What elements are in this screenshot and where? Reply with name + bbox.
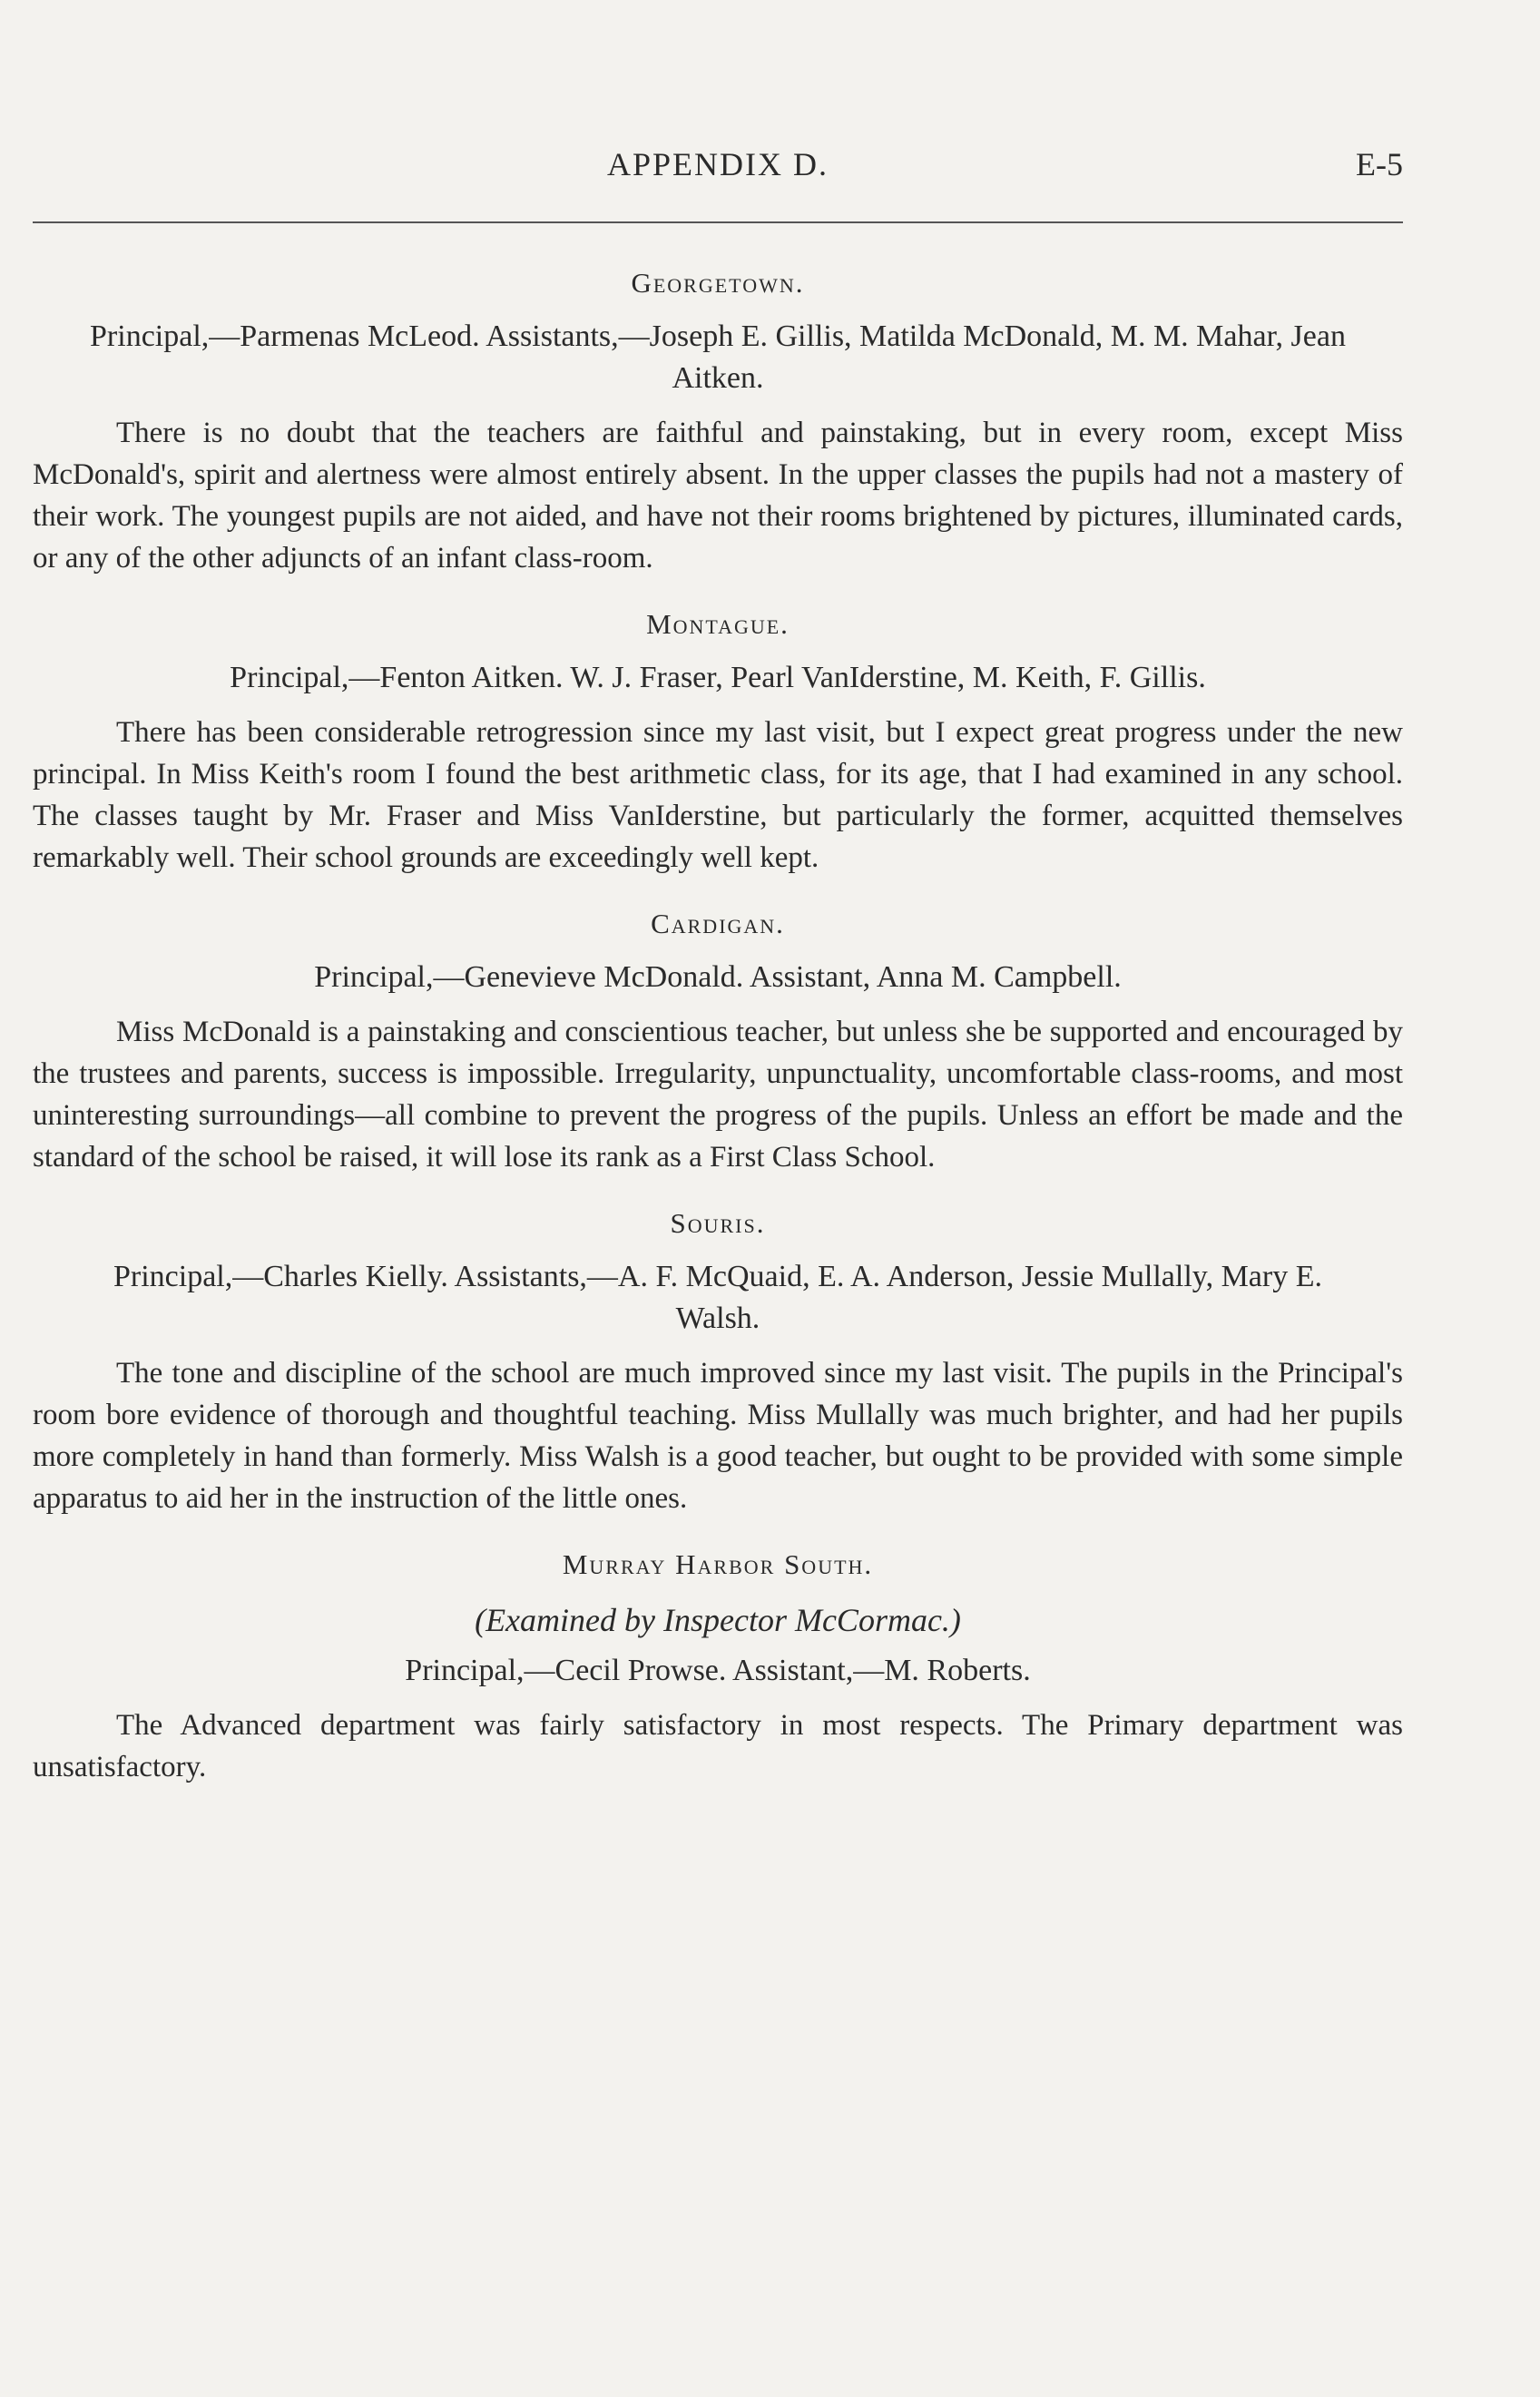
section-paragraph: There is no doubt that the teachers are faithful and painstaking, but in every room, except Miss McDonald's, spirit and alertness were almost entirely absent. In the upper classes the pupils had not a mastery of their work. The youngest pupils are not aided, and have not their rooms brightened by pictures, illuminated cards, or any of the other adjuncts of an infant class-room.: [33, 417, 1403, 575]
running-head: [33, 145, 1403, 200]
section-paragraph: The Advanced department was fairly satisfactory in most respects. The Primary department was unsatisfactory.: [33, 1709, 1403, 1783]
section-georgetown: [33, 263, 1403, 579]
section-heading: Murray Harbor South.: [562, 1548, 874, 1580]
section-souris: [33, 1203, 1403, 1519]
page-number: E-5: [1356, 146, 1403, 182]
staff-list: Principal,—Cecil Prowse. Assistant,—M. Roberts.: [405, 1654, 1031, 1687]
report-body: [33, 263, 1403, 1813]
section-heading: Souris.: [670, 1207, 766, 1239]
section-cardigan: [33, 904, 1403, 1178]
section-paragraph: The tone and discipline of the school are much improved since my last visit. The pupils in the Principal's room bore evidence of thorough and thoughtful teaching. Miss Mullally was much brighter, and had her pupils more completely in hand than formerly. Miss Walsh is a good teacher, but ought to be provided with some simple apparatus to aid her in the instruction of the little ones.: [33, 1357, 1403, 1515]
section-montague: [33, 604, 1403, 879]
section-heading: Georgetown.: [631, 267, 805, 299]
section-subheading: (Examined by Inspector McCormac.): [475, 1602, 961, 1638]
section-paragraph: Miss McDonald is a painstaking and conscientious teacher, but unless she be supported and encouraged by the trustees and parents, success is impossible. Irregularity, unpunctuality, uncomfortable class-rooms, and most uninteresting surroundings—all combine to prevent the progress of the pupils. Unless an effort be made and the standard of the school be raised, it will lose its rank as a First Class School.: [33, 1016, 1403, 1174]
section-heading: Montague.: [646, 608, 790, 640]
staff-list: Principal,—Parmenas McLeod. Assistants,—Joseph E. Gillis, Matilda McDonald, M. M. Mahar, Jean Aitken.: [90, 319, 1346, 395]
staff-list: Principal,—Fenton Aitken. W. J. Fraser, Pearl VanIderstine, M. Keith, F. Gillis.: [230, 661, 1206, 694]
section-paragraph: There has been considerable retrogression since my last visit, but I expect great progress under the new principal. In Miss Keith's room I found the best arithmetic class, for its age, that I had examined in any school. The classes taught by Mr. Fraser and Miss VanIderstine, but particularly the former, acquitted themselves remarkably well. Their school grounds are exceedingly well kept.: [33, 716, 1403, 874]
page-title: APPENDIX D.: [606, 146, 829, 182]
staff-list: Principal,—Charles Kielly. Assistants,—A. F. McQuaid, E. A. Anderson, Jessie Mullally, Mary E. Walsh.: [113, 1260, 1322, 1335]
section-heading: Cardigan.: [651, 908, 785, 939]
staff-list: Principal,—Genevieve McDonald. Assistant, Anna M. Campbell.: [314, 960, 1122, 994]
section-murray-harbor-south: [33, 1545, 1403, 1788]
header-rule: [33, 221, 1403, 223]
